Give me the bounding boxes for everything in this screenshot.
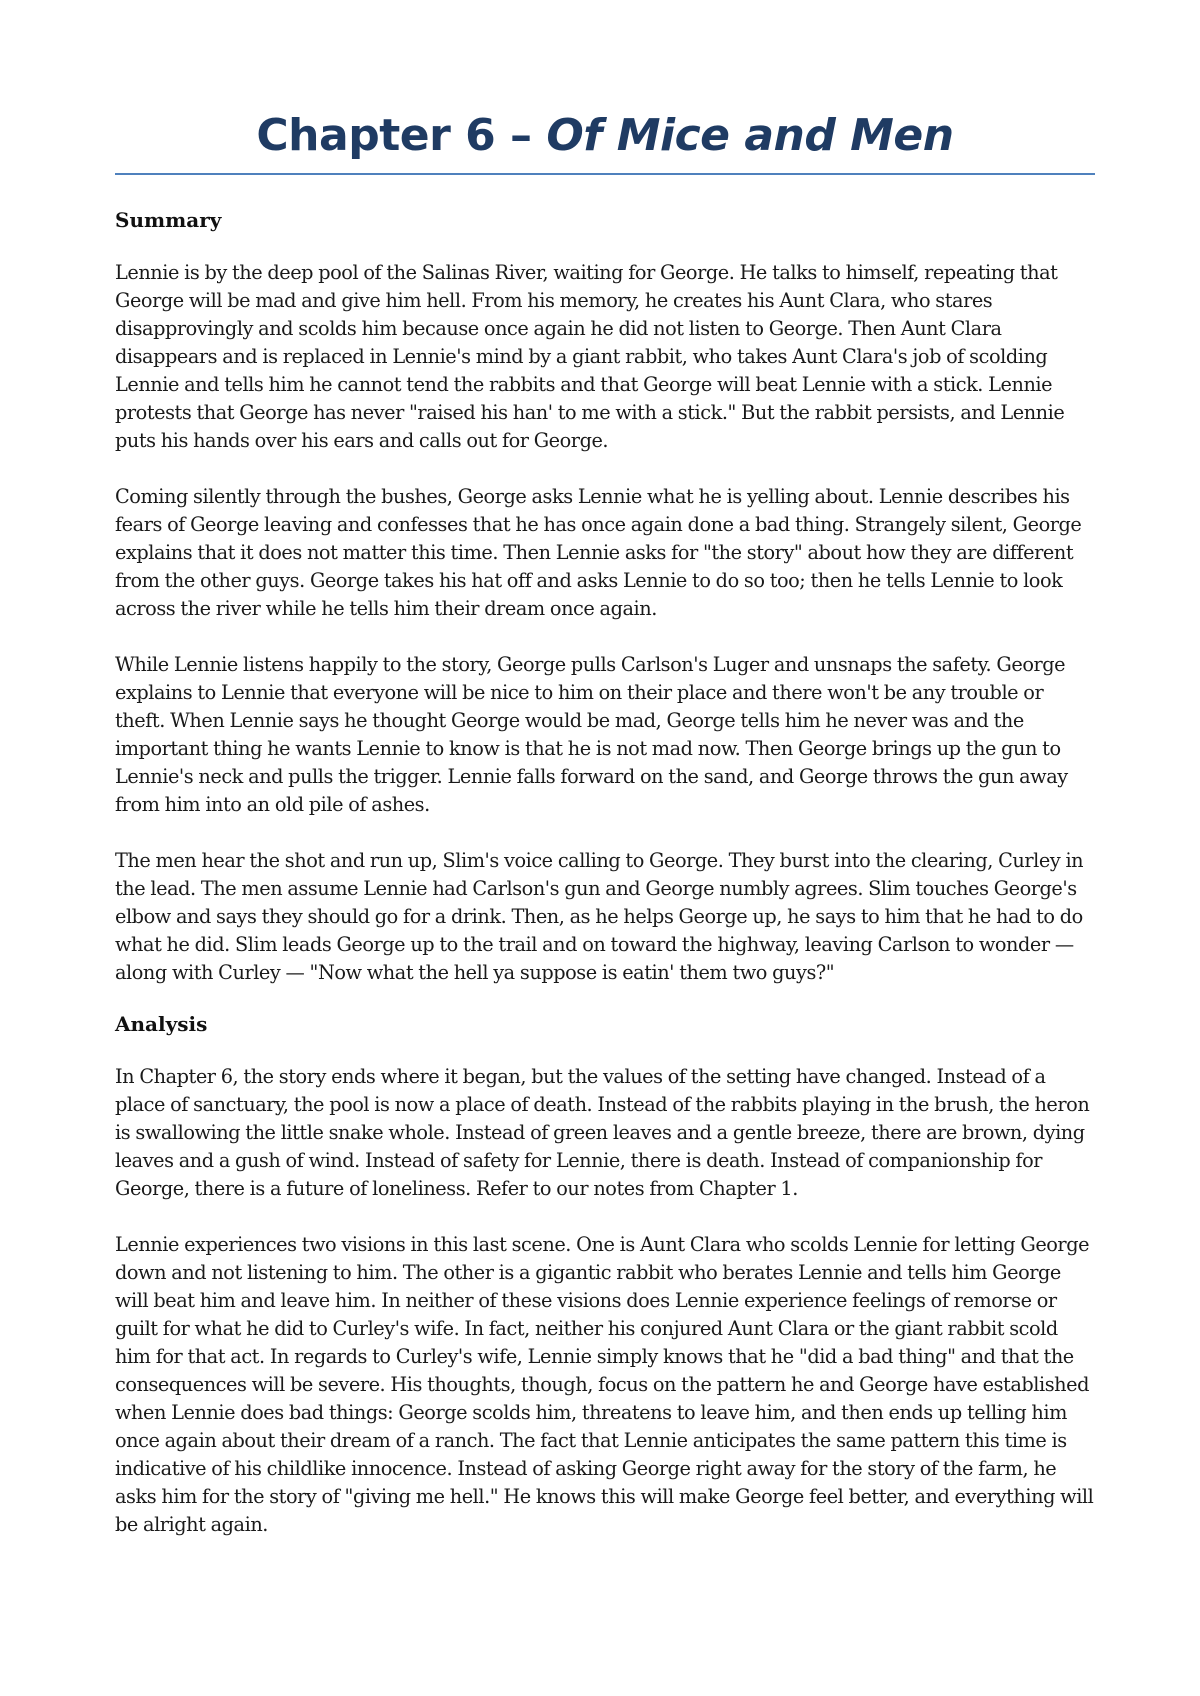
- analysis-paragraph-2: Lennie experiences two visions in this last scene. One is Aunt Clara who scolds Lennie for letting George down and not listening to him. The other is a gigantic rabbit who berates Lennie and tells him George will beat him and leave him. In neither of these visions does Lennie experience feelings of remorse or guilt for what he did to Curley's wife. In fact, neither his conjured Aunt Clara or the giant rabbit scold him for that act. In regards to Curley's wife, Lennie simply knows that he "did a bad thing" and that the consequences will be severe. His thoughts, though, focus on the pattern he and George have established when Lennie does bad things: George scolds him, threatens to leave him, and then ends up telling him once again about their dream of a ranch. The fact that Lennie anticipates the same pattern this time is indicative of his childlike innocence. Instead of asking George right away for the story of the farm, he asks him for the story of "giving me hell." He knows this will make George feel better, and everything will be alright again.: [115, 1232, 1094, 1536]
- title-book-name: Of Mice and Men: [546, 110, 954, 161]
- analysis-paragraph-1: In Chapter 6, the story ends where it began, but the values of the setting have changed. Instead of a place of sanctuary, the pool is now a place of death. Instead of the rabbits playing in the brush, the heron is swallowing the little snake whole. Instead of green leaves and a gentle breeze, there are brown, dying leaves and a gush of wind. Instead of safety for Lennie, there is death. Instead of companionship for George, there is a future of loneliness. Refer to our notes from Chapter 1.: [115, 1064, 1090, 1200]
- title-main: Chapter 6 –: [256, 110, 547, 161]
- summary-paragraph-3: While Lennie listens happily to the story, George pulls Carlson's Luger and unsnaps the safety. George explains to Lennie that everyone will be nice to him on their place and there won't be any trouble or theft. When Lennie says he thought George would be mad, George tells him he never was and the important thing he wants Lennie to know is that he is not mad now. Then George brings up the gun to Lennie's neck and pulls the trigger. Lennie falls forward on the sand, and George throws the gun away from him into an old pile of ashes.: [115, 652, 1068, 816]
- title-underline: [115, 173, 1095, 175]
- page-title: [115, 110, 1095, 173]
- summary-paragraph-4: The men hear the shot and run up, Slim's voice calling to George. They burst into the clearing, Curley in the lead. The men assume Lennie had Carlson's gun and George numbly agrees. Slim touches George's elbow and says they should go for a drink. Then, as he helps George up, he says to him that he had to do what he did. Slim leads George up to the trail and on toward the highway, leaving Carlson to wonder — along with Curley — "Now what the hell ya suppose is eatin' them two guys?": [115, 848, 1084, 984]
- document-page: [115, 110, 1095, 1567]
- summary-paragraph-2: Coming silently through the bushes, George asks Lennie what he is yelling about. Lennie describes his fears of George leaving and confesses that he has once again done a bad thing. Strangely silent, George explains that it does not matter this time. Then Lennie asks for "the story" about how they are different from the other guys. George takes his hat off and asks Lennie to do so too; then he tells Lennie to look across the river while he tells him their dream once again.: [115, 484, 1082, 620]
- analysis-heading: Analysis: [115, 1011, 208, 1036]
- summary-paragraph-1: Lennie is by the deep pool of the Salinas River, waiting for George. He talks to himself, repeating that George will be mad and give him hell. From his memory, he creates his Aunt Clara, who stares disapprovingly and scolds him because once again he did not listen to George. Then Aunt Clara disappears and is replaced in Lennie's mind by a giant rabbit, who takes Aunt Clara's job of scolding Lennie and tells him he cannot tend the rabbits and that George will beat Lennie with a stick. Lennie protests that George has never "raised his han' to me with a stick." But the rabbit persists, and Lennie puts his hands over his ears and calls out for George.: [115, 260, 1065, 452]
- summary-heading: Summary: [115, 207, 222, 232]
